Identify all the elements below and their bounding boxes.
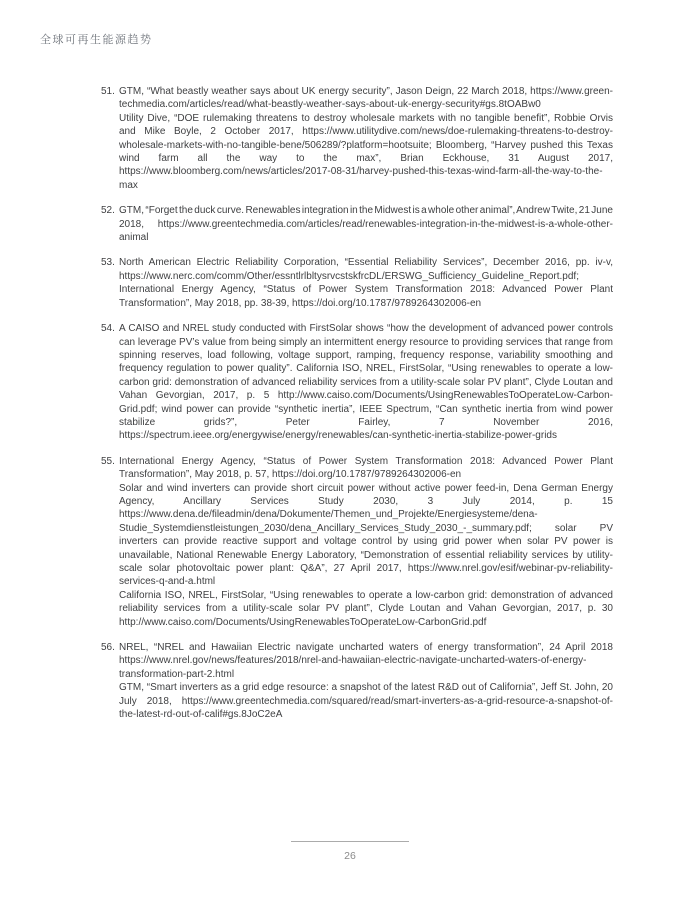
references-list <box>101 85 614 733</box>
reference-item <box>101 455 614 629</box>
reference-paragraph: North American Electric Reliability Corporation, “Essential Reliability Services”, December 2016, pp. iv-v, https://www.nerc.com/comm/Other/essntlrlbltysrvcstskfrcDL/ERSWG_Sufficiency_Guideline_Report.pdf; International Energy Agency, “Status of Power System Transformation 2018: Advanced Power Plant Transformation”, May 2018, pp. 38-39, https://doi.org/10.1787/9789264302006-en <box>119 257 613 309</box>
reference-text <box>119 256 613 310</box>
reference-text <box>119 204 613 244</box>
reference-text <box>119 322 613 443</box>
reference-text <box>119 641 613 721</box>
reference-text <box>119 455 613 629</box>
reference-paragraph: GTM, “Forget the duck curve. Renewables integration in the Midwest is a whole other animal”, Andrew Twite, 21 June 2018, https://www.greentechmedia.com/articles/read/renewables-integration-in-the-midwest-is-a-whole-other-animal <box>119 205 613 244</box>
footer-divider <box>291 841 409 842</box>
reference-paragraph: GTM, “What beastly weather says about UK energy security”, Jason Deign, 22 March 2018, https://www.green-techmedia.com/articles/read/what-beastly-weather-says-about-uk-energy-security#gs.8tOABw0 <box>119 86 613 111</box>
page-number: 26 <box>344 850 356 862</box>
reference-paragraph: International Energy Agency, “Status of Power System Transformation 2018: Advanced Power Plant Transformation”, May 2018, p. 57, https://doi.org/10.1787/9789264302006-en <box>119 455 613 481</box>
reference-number: 56. <box>101 642 115 654</box>
reference-paragraph: Solar and wind inverters can provide short circuit power without active power feed-in, Dena German Energy Agency, Ancillary Services Study 2030, 3 July 2014, p. 15 https://www.dena.de/fileadmin/dena/Dokumente/Themen_und_Projekte/Energiesysteme/dena-Studie_Systemdienstleistungen_2030/dena_Ancillary_Services_Study_2030_-_summary.pdf; solar PV inverters can provide reactive support and voltage control by using grid power when solar PV power is unavailable, National Renewable Energy Laboratory, “Demonstration of essential reliability services by utility-scale solar photovoltaic power plant: Q&A”, 27 April 2017, https://www.nrel.gov/esif/webinar-pv-reliability-services-q-and-a.html <box>119 482 613 588</box>
reference-number: 52. <box>101 205 115 217</box>
page-header-title: 全球可再生能源趋势 <box>40 34 153 46</box>
reference-item <box>101 641 614 721</box>
reference-paragraph: Utility Dive, “DOE rulemaking threatens to destroy wholesale markets with no tangible benefit”, Robbie Orvis and Mike Boyle, 2 October 2017, https://www.utilitydive.com/news/doe-rulemaking-threatens-to-destroy-wholesale-markets-with-no-tangible-bene/506289/?platform=hootsuite; Bloomberg, “Harvey pushed this Texas wind farm all the way to the max”, Brian Eckhouse, 31 August 2017, https://www.bloomberg.com/news/articles/2017-08-31/harvey-pushed-this-texas-wind-farm-all-the-way-to-the-max <box>119 112 613 191</box>
reference-paragraph: NREL, “NREL and Hawaiian Electric navigate uncharted waters of energy transformation”, 24 April 2018 https://www.nrel.gov/news/features/2018/nrel-and-hawaiian-electric-navigate-uncharted-waters-of-energy-transformation-part-2.html <box>119 642 613 680</box>
reference-number: 53. <box>101 257 115 269</box>
reference-item <box>101 204 614 244</box>
reference-number: 54. <box>101 323 115 335</box>
reference-number: 55. <box>101 455 115 467</box>
reference-paragraph: California ISO, NREL, FirstSolar, “Using renewables to operate a low-carbon grid: demonstration of advanced reliability services from a utility-scale solar PV plant”, Clyde Loutan and Vahan Gevorgian, 2017, p. 30 http://www.caiso.com/Documents/UsingRenewablesToOperateLow-CarbonGrid.pdf <box>119 589 613 628</box>
reference-paragraph: A CAISO and NREL study conducted with FirstSolar shows “how the development of advanced power controls can leverage PV’s value from being simply an intermittent energy resource to providing services that range from spinning reserves, load following, voltage support, ramping, frequency response, variability smoothing and frequency regulation to power quality”. California ISO, NREL, FirstSolar, “Using renewables to operate a low-carbon grid: demonstration of advanced reliability services from a utility-scale solar PV plant”, Clyde Loutan and Vahan Gevorgian, 2017, p. 5 http://www.caiso.com/Documents/UsingRenewablesToOperateLow-Carbon-Grid.pdf; wind power can provide “synthetic inertia”, IEEE Spectrum, “Can synthetic inertia from wind power stabilize grids?”, Peter Fairley, 7 November 2016, https://spectrum.ieee.org/energywise/energy/renewables/can-synthetic-inertia-stabilize-power-grids <box>119 323 613 442</box>
reference-item <box>101 256 614 310</box>
reference-item <box>101 85 614 192</box>
reference-item <box>101 322 614 443</box>
reference-paragraph: GTM, “Smart inverters as a grid edge resource: a snapshot of the latest R&D out of California”, Jeff St. John, 20 July 2018, https://www.greentechmedia.com/squared/read/smart-inverters-as-a-grid-resource-a-snapshot-of-the-latest-rd-out-of-calif#gs.8JoC2eA <box>119 682 613 721</box>
reference-text <box>119 85 613 192</box>
reference-number: 51. <box>101 86 115 97</box>
